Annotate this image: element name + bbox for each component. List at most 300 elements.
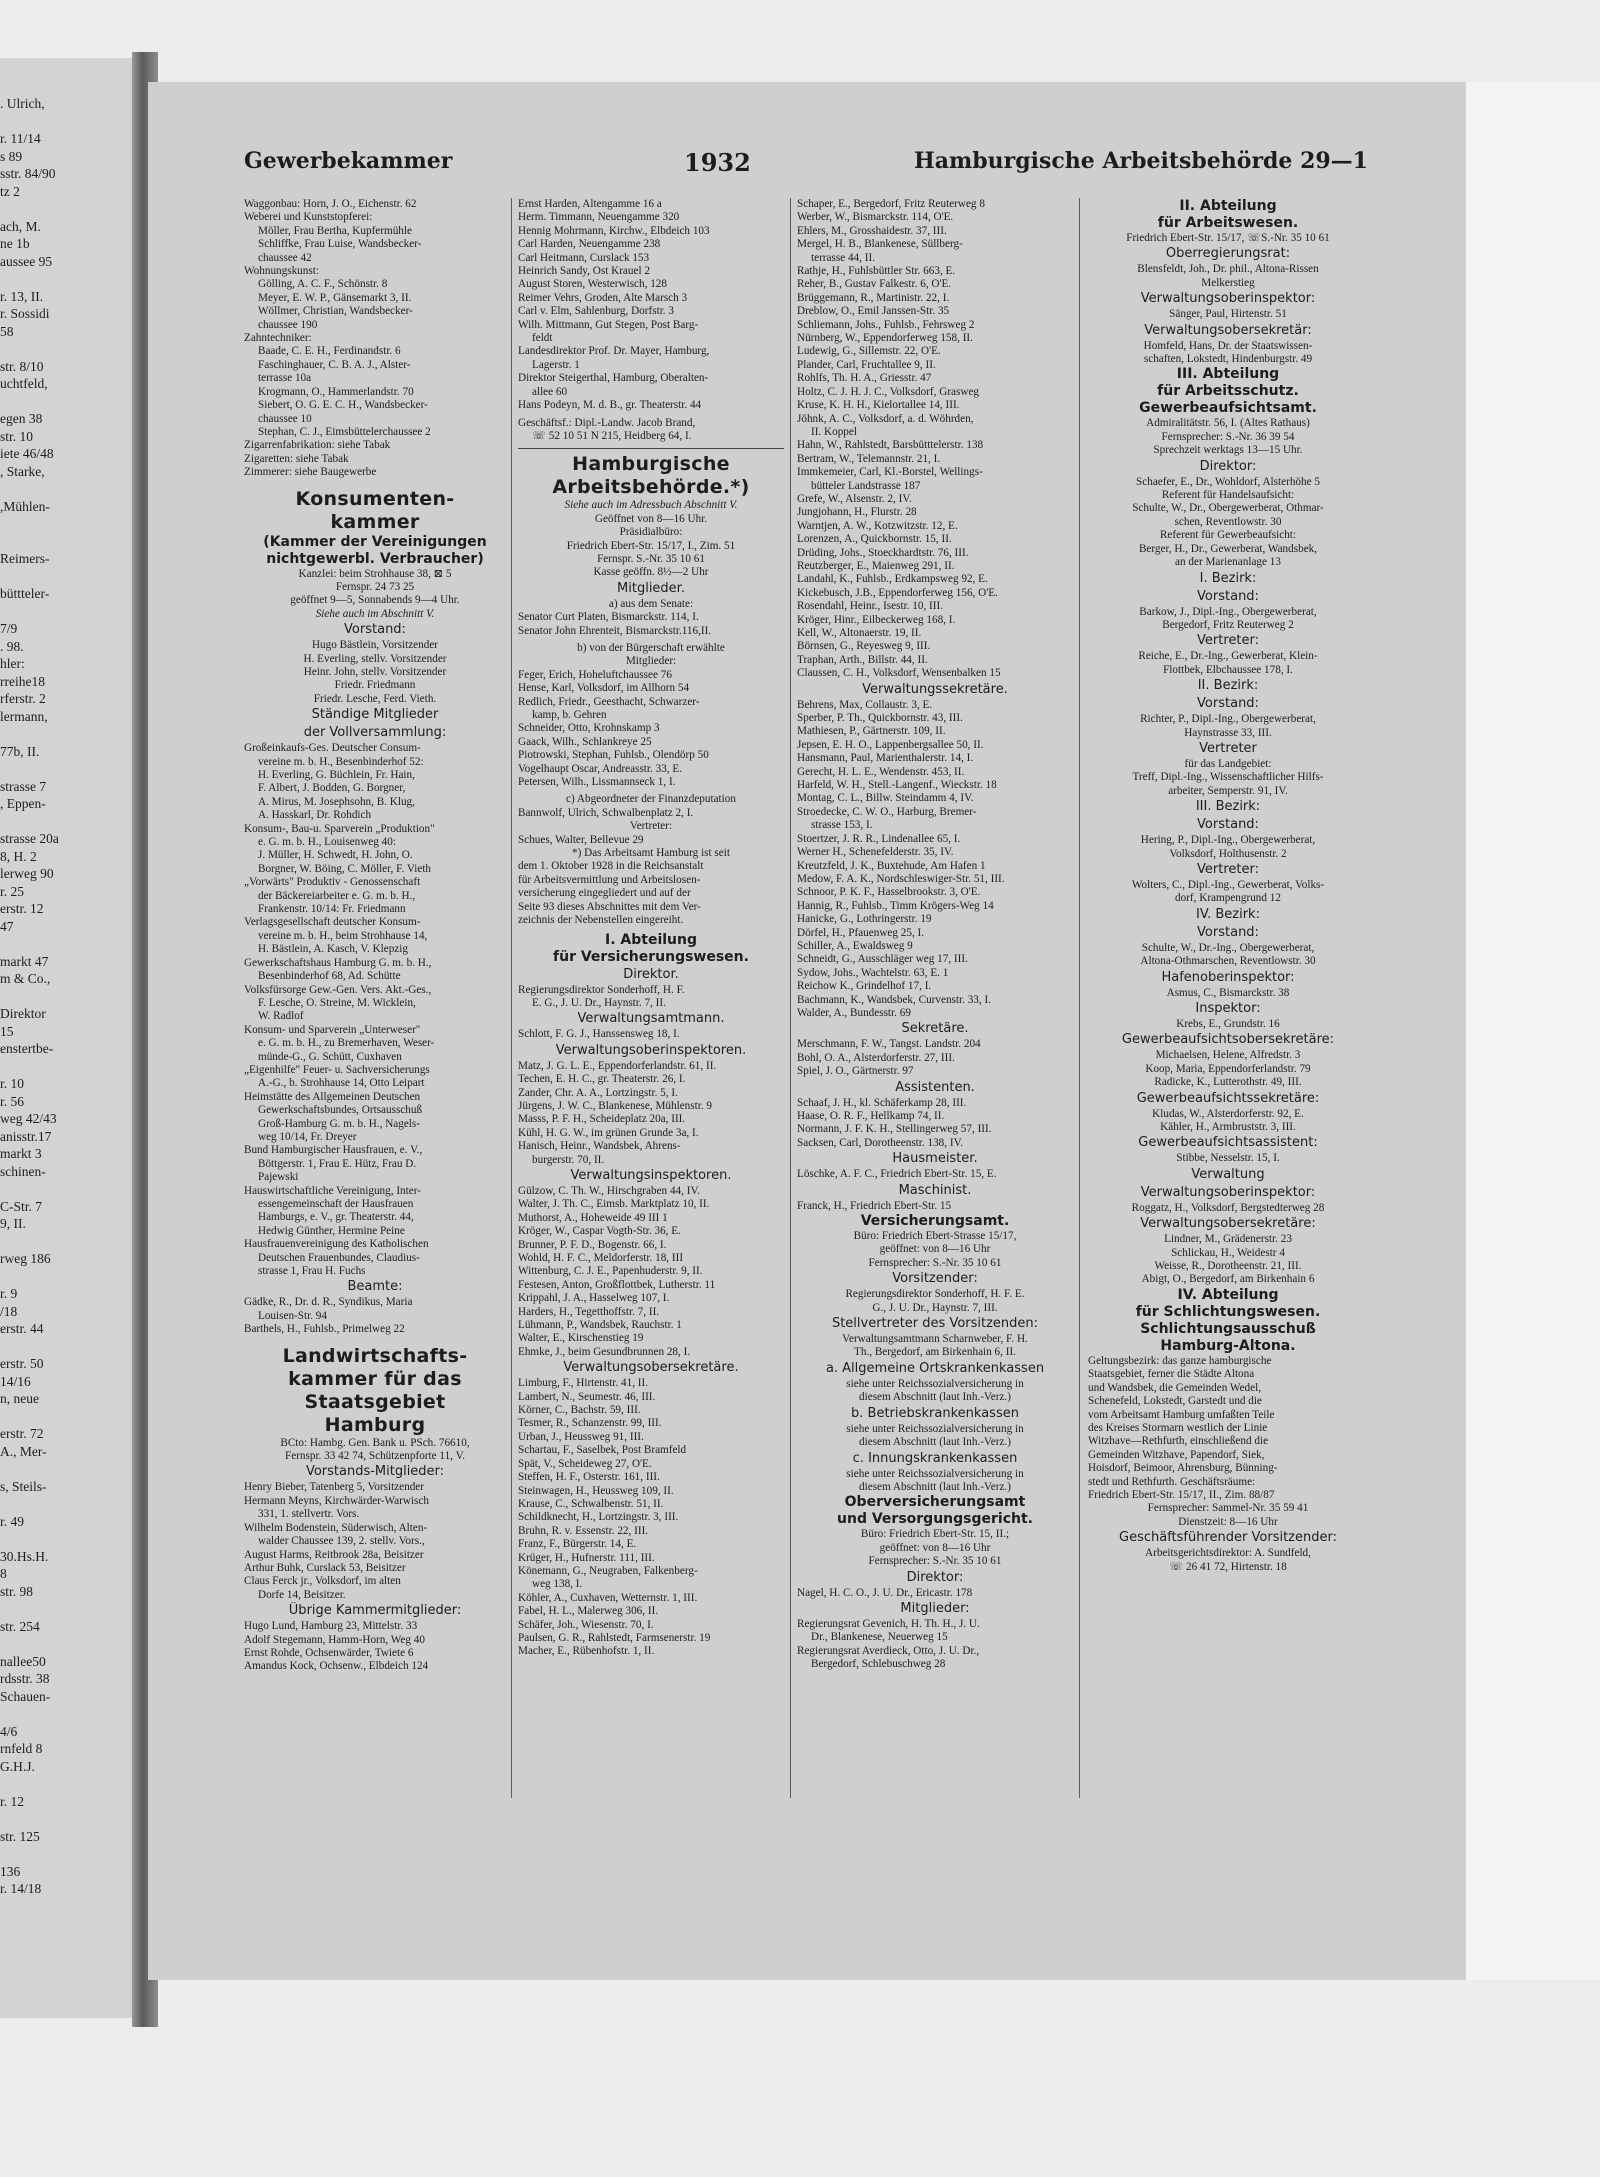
directory-line: Sacksen, Carl, Dorotheenstr. 138, IV. (797, 1136, 964, 1149)
directory-line: Siehe auch im Abschnitt V. (315, 607, 435, 620)
directory-line: Spät, V., Scheideweg 27, O'E. (518, 1457, 652, 1470)
directory-line: Herm. Timmann, Neuengamme 320 (518, 211, 680, 224)
header-left-title: Gewerbekammer (244, 148, 453, 174)
directory-line: diesem Abschnitt (laut Inh.-Verz.) (859, 1391, 1011, 1404)
directory-line: Limburg, F., Hirtenstr. 41, II. (518, 1377, 649, 1390)
directory-line: „Eigenhilfe" Feuer- u. Sachversicherungs (244, 1063, 430, 1076)
directory-line: „Vorwärts" Produktiv - Genossenschaft (244, 876, 421, 889)
directory-line: Löschke, A. F. C., Friedrich Ebert-Str. 15, E. (797, 1168, 997, 1181)
stub-text-fragment: iete 46/48 (0, 446, 54, 461)
directory-line: F. Albert, J. Bodden, G. Borgner, (258, 782, 406, 795)
directory-line: W. Radlof (258, 1010, 304, 1023)
section-heading: Oberversicherungsamt (844, 1494, 1026, 1511)
directory-line: Kühl, H. G. W., im grünen Grunde 3a, I. (518, 1126, 699, 1139)
directory-line: Schlott, F. G. J., Hanssensweg 18, I. (518, 1028, 680, 1041)
stub-text-fragment: anisstr.17 (0, 1128, 52, 1144)
directory-line: Holtz, C. J. H. J. C., Volksdorf, Grasweg (797, 385, 980, 398)
directory-line: Kröger, W., Caspar Vogth-Str. 36, E. (518, 1225, 681, 1238)
directory-line: Stephan, C. J., Eimsbüttelerchaussee 2 (258, 425, 431, 438)
directory-line: Besenbinderhof 68, Ad. Schütte (258, 970, 401, 983)
directory-line: Senator John Ehrenteit, Bismarckstr.116,II. (518, 624, 712, 637)
subsection-heading: II. Bezirk: (1197, 678, 1259, 694)
stub-text-fragment: 9, II. (0, 1216, 26, 1231)
section-heading: I. Abteilung (605, 931, 697, 948)
directory-line: Claussen, C. H., Volksdorf, Wensenbalken 15 (797, 667, 1001, 680)
directory-line: Ernst Rohde, Ochsenwärder, Twiete 6 (244, 1646, 414, 1659)
directory-line: Lindner, M., Grädenerstr. 23 (1164, 1233, 1292, 1246)
directory-line: Schenefeld, Lokstedt, Garstedt und die (1088, 1395, 1262, 1408)
stub-text-fragment: 30.Hs.H. (0, 1548, 49, 1564)
directory-line: c) Abgeordneter der Finanzdeputation (566, 793, 736, 806)
directory-line: Warntjen, A. W., Kotzwitzstr. 12, E. (797, 519, 958, 532)
directory-line: Wohld, H. F. C., Meldorferstr. 18, III (518, 1252, 684, 1264)
subsection-heading: Geschäftsführender Vorsitzender: (1119, 1530, 1337, 1546)
directory-line: Gewerkschaftshaus Hamburg G. m. b. H., (244, 956, 432, 969)
stub-text-fragment: str. 8/10 (0, 358, 44, 374)
stub-text-fragment: uchtfeld, (0, 376, 48, 391)
directory-line: Hugo Lund, Hamburg 23, Mittelstr. 33 (244, 1620, 418, 1633)
stub-text-fragment: str. 98 (0, 1583, 34, 1599)
stub-text-fragment: 7/9 (0, 621, 18, 636)
directory-line: Fernsprecher: S.-Nr. 36 39 54 (1161, 430, 1295, 443)
directory-line: des Kreises Stormarn westlich der Linie (1088, 1421, 1268, 1434)
directory-line: Wohnungskunst: (244, 265, 319, 278)
directory-line: Schildknecht, H., Lortzingstr. 3, III. (518, 1511, 679, 1524)
directory-line: Adolf Stegemann, Hamm-Horn, Weg 40 (244, 1633, 425, 1646)
section-heading: für Arbeitswesen. (1157, 215, 1299, 231)
directory-line: Spiel, J. O., Gärtnerstr. 97 (797, 1065, 914, 1078)
stub-text-fragment: 14/16 (0, 1373, 31, 1389)
directory-line: Jepsen, E. H. O., Lappenbergsallee 50, II. (797, 738, 984, 751)
directory-line: Altona-Othmarschen, Reventlowstr. 30 (1140, 955, 1316, 968)
directory-line: Montag, C. L., Billw. Steindamm 4, IV. (797, 792, 974, 805)
stub-text-fragment: r. 13, II. (0, 288, 44, 304)
stub-text-fragment: r. 56 (0, 1093, 25, 1109)
stub-text-fragment: aussee 95 (0, 253, 53, 269)
stub-text-fragment: 136 (0, 1863, 21, 1879)
directory-line: Schiller, A., Ewaldsweg 9 (797, 939, 913, 952)
directory-line: Bertram, W., Telemannstr. 21, I. (797, 452, 941, 465)
section-heading: Hamburg-Altona. (1160, 1337, 1296, 1354)
directory-line: b) von der Bürgerschaft erwählte (577, 641, 725, 654)
directory-line: Fernspr. 24 73 25 (335, 580, 415, 593)
directory-line: Referent für Gewerbeaufsicht: (1159, 529, 1297, 542)
directory-line: Hamburgs, e. V., gr. Theaterstr. 44, (258, 1211, 414, 1224)
directory-line: Plander, Carl, Fruchtallee 9, II. (797, 358, 936, 371)
directory-line: Sydow, Johs., Wachtelstr. 63, E. 1 (797, 966, 949, 979)
directory-line: Dienstzeit: 8—16 Uhr (1178, 1515, 1278, 1528)
directory-line: Steinwagen, H., Heussweg 109, II. (518, 1484, 674, 1497)
subsection-heading: Verwaltungsobersekretär: (1144, 322, 1312, 338)
directory-line: Gölling, A. C. F., Schönstr. 8 (258, 278, 388, 291)
directory-line: Asmus, C., Bismarckstr. 38 (1166, 986, 1290, 999)
section-heading: für Arbeitsschutz. (1157, 383, 1299, 400)
directory-line: A. Mirus, M. Josephsohn, B. Klug, (258, 795, 415, 808)
directory-line: Arthur Buhk, Curslack 53, Beisitzer (244, 1561, 406, 1574)
directory-line: an der Marienanlage 13 (1175, 556, 1281, 569)
stub-text-fragment: lerweg 90 (0, 866, 54, 881)
directory-line: Heinrich Sandy, Ost Krauel 2 (518, 265, 650, 278)
section-title: kammer (330, 510, 420, 533)
directory-line: Stibbe, Nesselstr. 15, I. (1176, 1152, 1280, 1165)
stub-text-fragment: 4/6 (0, 1723, 18, 1739)
section-heading: II. Abteilung (1179, 198, 1277, 214)
stub-text-fragment: , Starke, (0, 463, 45, 479)
directory-line: Ehmke, J., beim Gesundbrunnen 28, I. (518, 1345, 691, 1358)
directory-line: versicherung eingegliedert und auf der (518, 887, 691, 900)
directory-line: Gerecht, H. L. E., Wendenstr. 453, II. (797, 765, 965, 778)
directory-line: schaften, Lokstedt, Hindenburgstr. 49 (1143, 353, 1313, 366)
directory-line: Immkemeier, Carl, Kl.-Borstel, Wellings- (797, 466, 983, 479)
directory-line: Jungjohann, H., Flurstr. 28 (797, 506, 917, 519)
section-heading: für Schlichtungswesen. (1135, 1303, 1321, 1320)
stub-text-fragment: hler: (0, 656, 25, 671)
stub-text-fragment: erstr. 12 (0, 901, 44, 916)
directory-line: H. Everling, stellv. Vorsitzender (303, 652, 447, 665)
directory-line: a) aus dem Senate: (608, 597, 694, 610)
directory-line: Traphan, Arth., Billstr. 44, II. (797, 653, 928, 666)
subsection-heading: Direktor: (1199, 458, 1257, 474)
directory-line: Franz, F., Bürgerstr. 14, E. (518, 1538, 637, 1551)
directory-line: Jürgens, J. W. C., Blankenese, Mühlenstr. 9 (518, 1099, 713, 1112)
directory-line: Treff, Dipl.-Ing., Wissenschaftlicher Hilfs- (1132, 771, 1324, 784)
subsection-heading: c. Innungskrankenkassen (852, 1450, 1018, 1466)
stub-text-fragment: ,Mühlen- (0, 498, 50, 514)
directory-line: siehe unter Reichssozialversicherung in (846, 1422, 1024, 1435)
stub-text-fragment: strasse 20a (0, 831, 59, 846)
directory-line: Kähler, H., Armbruststr. 3, III. (1160, 1121, 1296, 1134)
directory-line: Kludas, W., Alsterdorferstr. 92, E. (1152, 1107, 1304, 1120)
directory-line: Medow, F. A. K., Nordschleswiger-Str. 51, III. (797, 872, 1005, 885)
stub-text-fragment: ne 1b (0, 236, 30, 251)
stub-text-fragment: markt 3 (0, 1146, 42, 1161)
subsection-heading: Stellvertreter des Vorsitzenden: (831, 1316, 1039, 1332)
directory-line: Kröger, Hinr., Eilbeckerweg 168, I. (797, 613, 956, 626)
directory-line: Landesdirektor Prof. Dr. Mayer, Hamburg, (518, 345, 710, 358)
subsection-heading: der Vollversammlung: (303, 725, 447, 741)
subsection-heading: a. Allgemeine Ortskrankenkassen (825, 1360, 1045, 1376)
directory-line: Reutzberger, E., Maienweg 291, II. (797, 559, 955, 572)
subsection-heading: Vertreter: (1197, 861, 1259, 877)
stub-text-fragment: markt 47 (0, 953, 49, 969)
subsection-heading: Inspektor: (1195, 1001, 1261, 1016)
directory-line: Bruhn, R. v. Essenstr. 22, III. (518, 1524, 649, 1537)
directory-line: Bachmann, K., Wandsbek, Curvenstr. 33, I. (797, 993, 992, 1006)
directory-line: Berger, H., Dr., Gewerberat, Wandsbek, (1138, 542, 1318, 555)
directory-line: Stroedecke, C. W. O., Harburg, Bremer- (797, 805, 977, 818)
section-title: Staatsgebiet (304, 1390, 446, 1413)
section-title: Landwirtschafts- (282, 1344, 468, 1367)
directory-line: Festesen, Anton, Großflottbek, Lutherstr. 11 (518, 1278, 716, 1291)
subsection-heading: Assistenten. (895, 1079, 975, 1095)
directory-line: Walter, E., Kirschenstieg 19 (518, 1332, 644, 1345)
directory-line: Roggatz, H., Volksdorf, Bergstedterweg 28 (1131, 1201, 1325, 1214)
subsection-heading: Verwaltungssekretäre. (862, 681, 1008, 697)
directory-line: Muthorst, A., Hoheweide 49 III 1 (518, 1211, 668, 1224)
directory-line: Krippahl, J. A., Hasselweg 107, I. (518, 1292, 670, 1305)
directory-line: Haynstrasse 33, III. (1184, 726, 1272, 739)
directory-line: Hans Podeyn, M. d. B., gr. Theaterstr. 44 (518, 399, 702, 412)
directory-line: Harders, H., Tegetthoffstr. 7, II. (518, 1305, 660, 1318)
directory-line: Walder, A., Bundesstr. 69 (797, 1006, 911, 1019)
stub-text-fragment: r. 11/14 (0, 131, 41, 146)
column-divider (511, 198, 512, 1798)
directory-line: Witzhave—Rethfurth, einschließend die (1088, 1435, 1269, 1448)
subsection-heading: Vorstand: (344, 622, 406, 638)
stub-text-fragment: erstr. 72 (0, 1426, 44, 1441)
directory-line: August Harms, Reitbrook 28a, Beisitzer (244, 1548, 424, 1561)
stub-text-fragment: rferstr. 2 (0, 691, 46, 706)
directory-line: Tesmer, R., Schanzenstr. 99, III. (518, 1417, 662, 1430)
directory-line: Normann, J. F. K. H., Stellingerweg 57, III. (797, 1123, 992, 1136)
stub-text-fragment: , Eppen- (0, 796, 46, 811)
directory-line: Verwaltungsamtmann Scharnweber, F. H. (842, 1333, 1028, 1346)
stub-text-fragment: 8 (0, 1566, 7, 1581)
directory-line: Regierungsdirektor Sonderhoff, H. F. (518, 983, 685, 996)
directory-line: Schneidt, G., Ausschläger weg 17, III. (797, 953, 968, 966)
stub-text-fragment: G.H.J. (0, 1758, 35, 1774)
directory-line: Vertreter: (629, 820, 673, 833)
section-heading: Schlichtungsausschuß (1140, 1320, 1316, 1337)
directory-line: Th., Bergedorf, am Birkenhain 6, II. (854, 1346, 1016, 1359)
directory-line: 331, 1. stellvertr. Vors. (258, 1508, 360, 1521)
directory-line: Büro: Friedrich Ebert-Str. 15, II.; (860, 1528, 1010, 1541)
directory-line: Wolters, C., Dipl.-Ing., Gewerberat, Volks- (1131, 878, 1325, 891)
directory-line: Werber, W., Bismarckstr. 114, O'E. (797, 211, 954, 224)
stub-text-fragment: weg 42/43 (0, 1111, 57, 1126)
column-1 (244, 198, 506, 1674)
directory-line: dem 1. Oktober 1928 in die Reichsanstalt (518, 860, 704, 873)
directory-line: Reichow K., Grindelhof 17, I. (797, 980, 932, 993)
subsection-heading: Vorstands-Mitglieder: (305, 1464, 445, 1480)
stub-text-fragment: . Ulrich, (0, 96, 45, 111)
directory-line: Schaper, E., Bergedorf, Fritz Reuterweg 8 (797, 198, 985, 210)
subsection-heading: Vorstand: (1197, 588, 1259, 604)
section-heading: III. Abteilung (1176, 366, 1280, 383)
directory-line: A.-G., b. Strohhause 14, Otto Leipart (258, 1077, 425, 1090)
directory-line: Steffen, H. F., Osterstr. 161, III. (518, 1471, 660, 1484)
subsection-heading: Verwaltungsamtmann. (577, 1011, 725, 1027)
directory-line: Schnoor, P. K. F., Hasselbrookstr. 3, O'E. (797, 886, 981, 899)
directory-line: Claus Ferck jr., Volksdorf, im alten (244, 1575, 401, 1588)
directory-line: Nürnberg, W., Eppendorferweg 158, II. (797, 332, 973, 345)
stub-text-fragment: Schauen- (0, 1688, 51, 1704)
directory-line: Pajewski (258, 1171, 299, 1184)
background-margin (1466, 82, 1600, 1980)
subsection-heading: Direktor. (623, 966, 679, 982)
directory-line: Schaefer, E., Dr., Wohldorf, Alsterhöhe 5 (1136, 475, 1320, 488)
directory-line: Franck, H., Friedrich Ebert-Str. 15 (797, 1199, 952, 1212)
directory-line: Grefe, W., Alsenstr. 2, IV. (797, 492, 912, 505)
directory-line: essengemeinschaft der Hausfrauen (258, 1198, 414, 1210)
directory-line: Schliemann, Johs., Fuhlsb., Fehrsweg 2 (797, 318, 975, 331)
stub-text-fragment: s 89 (0, 148, 23, 164)
subsection-heading: Vorstand: (1197, 696, 1259, 712)
directory-line: Präsidialbüro: (619, 526, 683, 539)
directory-line: Großeinkaufs-Ges. Deutscher Consum- (244, 742, 421, 755)
directory-line: Friedrich Ebert-Str. 15/17, ☏S.-Nr. 35 10 61 (1126, 232, 1330, 244)
directory-line: Matz, J. G. L. E., Eppendorferlandstr. 61, II. (518, 1059, 717, 1072)
directory-line: Bund Hamburgischer Hausfrauen, e. V., (244, 1144, 423, 1157)
directory-line: Waggonbau: Horn, J. O., Eichenstr. 62 (244, 198, 417, 210)
directory-line: Geschäftsf.: Dipl.-Landw. Jacob Brand, (518, 416, 696, 429)
subsection-heading: Verwaltungsobersekretäre. (563, 1360, 739, 1376)
directory-line: Gaack, Wilh., Schlankreye 25 (518, 735, 652, 748)
directory-line: Seite 93 dieses Abschnittes mit dem Ver- (518, 900, 701, 913)
directory-line: Louisen-Str. 94 (258, 1309, 327, 1322)
directory-line: Behrens, Max, Collaustr. 3, E. (797, 698, 933, 711)
directory-line: Heinr. John, stellv. Vorsitzender (303, 665, 447, 678)
section-heading: und Versorgungsgericht. (837, 1511, 1033, 1528)
section-title: Hamburg (324, 1413, 426, 1436)
directory-line: Masss, P. F. H., Scheideplatz 20a, III. (518, 1113, 686, 1126)
section-heading: IV. Abteilung (1177, 1286, 1279, 1303)
directory-line: Abigt, O., Bergedorf, am Birkenhain 6 (1141, 1273, 1315, 1286)
directory-line: Bannwolf, Ulrich, Schwalbenplatz 2, I. (518, 806, 694, 819)
directory-line: Ehlers, M., Grosshaidestr. 37, III. (797, 224, 947, 237)
directory-line: Baade, C. E. H., Ferdinandstr. 6 (258, 345, 401, 358)
subsection-heading: Oberregierungsrat: (1165, 246, 1291, 262)
stub-text-fragment: sstr. 84/90 (0, 166, 56, 181)
directory-line: Deutschen Frauenbundes, Claudius- (258, 1251, 420, 1264)
directory-line: Krebs, E., Grundstr. 16 (1176, 1018, 1280, 1030)
directory-line: Börnsen, G., Reyesweg 9, III. (797, 640, 931, 653)
subsection-heading: III. Bezirk: (1195, 799, 1261, 815)
stub-text-fragment: str. 254 (0, 1618, 40, 1634)
stub-text-fragment: 58 (0, 323, 14, 339)
directory-line: walder Chaussee 139, 2. stellv. Vors., (258, 1535, 425, 1548)
directory-line: diesem Abschnitt (laut Inh.-Verz.) (859, 1436, 1011, 1449)
directory-line: Direktor Steigerthal, Hamburg, Oberalten- (518, 372, 709, 385)
directory-line: vom Arbeitsamt Hamburg umfaßten Teile (1088, 1408, 1275, 1421)
subsection-heading: Verwaltungsoberinspektoren. (555, 1042, 747, 1058)
subsection-heading: Verwaltungsoberinspektor: (1140, 291, 1316, 307)
directory-line: Hennig Mohrmann, Kirchw., Elbdeich 103 (518, 224, 710, 237)
directory-line: H. Bästlein, A. Kasch, V. Klepzig (258, 943, 408, 956)
subsection-heading: Mitglieder: (900, 1600, 970, 1616)
directory-line: Gemeinden Witzhave, Papendorf, Siek, (1088, 1448, 1265, 1461)
directory-line: Schues, Walter, Bellevue 29 (518, 833, 644, 846)
subsection-heading: Verwaltung (1191, 1166, 1265, 1182)
stub-text-fragment: r. 25 (0, 883, 25, 899)
directory-line: Regierungsdirektor Sonderhoff, H. F. E. (845, 1288, 1025, 1301)
stub-text-fragment: /18 (0, 1303, 18, 1319)
directory-line: Lagerstr. 1 (532, 358, 580, 371)
stub-text-fragment: rweg 186 (0, 1251, 51, 1266)
directory-line: Nagel, H. C. O., J. U. Dr., Ericastr. 178 (797, 1586, 973, 1599)
directory-line: Möller, Frau Bertha, Kupfermühle (258, 224, 412, 237)
directory-line: Friedr. Friedmann (334, 679, 416, 692)
previous-page-edge (0, 58, 138, 2018)
directory-line: geöffnet: von 8—16 Uhr (879, 1541, 991, 1554)
directory-line: terrasse 44, II. (811, 251, 875, 264)
subsection-heading: Vorstand: (1197, 924, 1259, 940)
directory-line: ☏ 52 10 51 N 215, Heidberg 64, I. (532, 429, 692, 442)
directory-line: Kasse geöffn. 8½—2 Uhr (593, 566, 709, 579)
directory-line: Urban, J., Heussweg 91, III. (518, 1430, 644, 1443)
stub-text-fragment: Direktor (0, 1006, 46, 1021)
directory-line: BCto: Hambg. Gen. Bank u. PSch. 76610, (280, 1436, 470, 1449)
directory-line: Kickebusch, J.B., Eppendorferweg 156, O'E. (797, 586, 998, 599)
directory-line: Kanzlei: beim Strohhause 38, ⊠ 5 (298, 567, 452, 580)
stub-text-fragment: erstr. 50 (0, 1356, 44, 1371)
directory-line: geöffnet: von 8—16 Uhr (879, 1243, 991, 1256)
directory-line: Körner, C., Bachstr. 59, III. (518, 1404, 641, 1417)
directory-line: Böttgerstr. 1, Frau E. Hütz, Frau D. (258, 1157, 417, 1170)
directory-line: Petersen, Wilh., Lissmannseck 1, I. (518, 776, 676, 789)
directory-line: Weberei und Kunststopferei: (244, 211, 373, 224)
directory-line: allee 60 (532, 385, 568, 398)
stub-text-fragment: Reimers- (0, 551, 50, 566)
directory-line: Hanisch, Heinr., Wandsbek, Ahrens- (518, 1140, 681, 1153)
directory-line: ☏ 26 41 72, Hirtenstr. 18 (1169, 1560, 1287, 1573)
stub-text-fragment: r. 14/18 (0, 1881, 42, 1896)
directory-line: Reiche, E., Dr.-Ing., Gewerberat, Klein- (1138, 650, 1318, 663)
subsection-heading: Mitglieder. (617, 580, 685, 596)
directory-line: Büro: Friedrich Ebert-Strasse 15/17, (853, 1230, 1017, 1243)
stub-text-fragment: 15 (0, 1023, 14, 1039)
directory-line: Mathiesen, P., Gärtnerstr. 109, II. (797, 725, 946, 738)
directory-line: Frankenstr. 10/14: Fr. Friedmann (258, 903, 406, 916)
directory-line: feldt (532, 332, 553, 345)
subsection-heading: Gewerbeaufsichtsobersekretäre: (1121, 1032, 1335, 1048)
column-divider (1079, 198, 1080, 1798)
stub-text-fragment: . 98. (0, 638, 24, 654)
stub-text-fragment: rnfeld 8 (0, 1741, 43, 1756)
directory-line: Meyer, E. W. P., Gänsemarkt 3, II. (258, 291, 412, 304)
directory-line: Gülzow, C. Th. W., Hirschgraben 44, IV. (518, 1184, 700, 1197)
subsection-heading: Vorsitzender: (892, 1271, 978, 1287)
subsection-heading: Ständige Mitglieder (311, 707, 439, 723)
directory-line: Dörfel, H., Pfauenweg 25, I. (797, 926, 925, 939)
directory-line: Macher, E., Rübenhofstr. 1, II. (518, 1645, 655, 1658)
stub-text-fragment: strasse 7 (0, 778, 47, 794)
section-heading: Gewerbeaufsichtsamt. (1139, 400, 1317, 417)
column-4 (1088, 198, 1368, 1574)
directory-line: *) Das Arbeitsamt Hamburg ist seit (572, 847, 730, 860)
column-divider (790, 198, 791, 1798)
directory-line: Gewerkschaftsbundes, Ortsausschuß (258, 1104, 423, 1117)
stub-text-fragment: m & Co., (0, 971, 51, 986)
directory-line: J. Müller, H. Schwedt, H. John, O. (258, 849, 413, 862)
directory-line: Jöhnk, A. C., Volksdorf, a. d. Wöhrden, (797, 412, 974, 425)
directory-line: Bohl, O. A., Alsterdorferstr. 27, III. (797, 1051, 955, 1064)
directory-line: Verlagsgesellschaft deutscher Konsum- (244, 916, 421, 929)
directory-line: Kell, W., Altonaerstr. 19, II. (797, 627, 922, 639)
directory-line: Regierungsrat Gevenich, H. Th. H., J. U. (797, 1617, 980, 1630)
directory-line: Blensfeldt, Joh., Dr. phil., Altona-Rissen (1137, 263, 1319, 276)
directory-line: Hauswirtschaftliche Vereinigung, Inter- (244, 1184, 421, 1197)
directory-line: vereine m. b. H., Besenbinderhof 52: (258, 755, 424, 768)
directory-line: Lambert, N., Seumestr. 46, III. (518, 1390, 656, 1403)
stub-text-fragment: egen 38 (0, 411, 43, 426)
stub-text-fragment: nallee50 (0, 1653, 46, 1669)
directory-line: Staatsgebiet, ferner die Städte Altona (1088, 1368, 1255, 1381)
directory-line: Paulsen, G. R., Rahlstedt, Farmsenerstr. 19 (518, 1631, 711, 1644)
subsection-heading: I. Bezirk: (1199, 570, 1257, 586)
subsection-heading: Vertreter (1199, 740, 1257, 756)
directory-line: Schneider, Otto, Krohnskamp 3 (518, 722, 660, 735)
directory-line: geöffnet 9—5, Sonnabends 9—4 Uhr. (290, 594, 460, 607)
directory-line: terrasse 10a (258, 372, 312, 385)
section-heading: Versicherungsamt. (860, 1213, 1010, 1230)
column-2 (518, 198, 784, 1659)
directory-line: Zigarrenfabrikation: siehe Tabak (244, 439, 391, 452)
directory-line: Zahntechniker: (244, 332, 312, 345)
directory-line: Köhler, A., Cuxhaven, Wetternstr. 1, III. (518, 1591, 698, 1604)
stub-text-fragment: schinen- (0, 1163, 46, 1179)
directory-line: Homfeld, Hans, Dr. der Staatswissen- (1143, 339, 1313, 352)
